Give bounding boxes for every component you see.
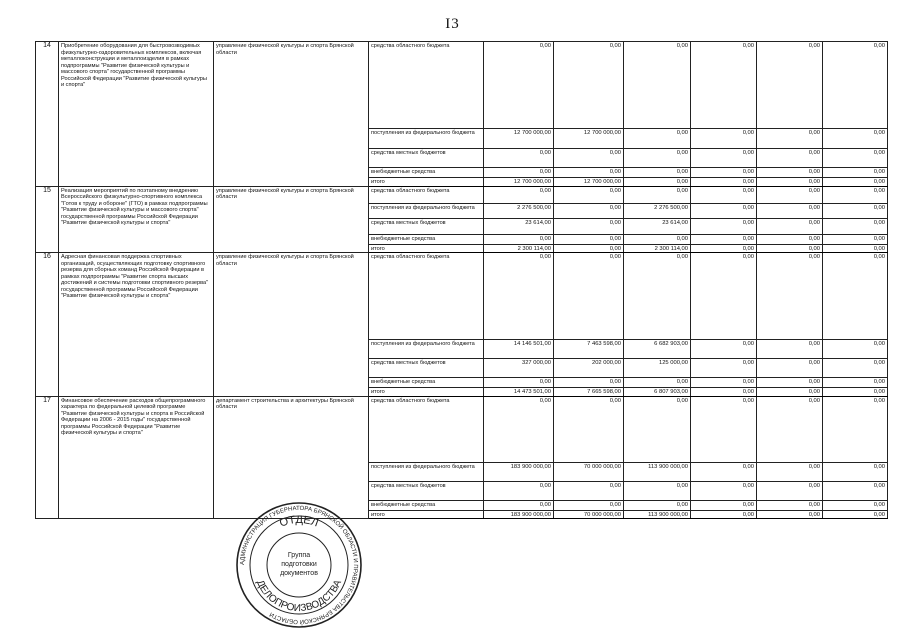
- amount-cell: 0,00: [624, 378, 691, 388]
- amount-cell: 0,00: [484, 186, 554, 203]
- amount-cell: 0,00: [484, 500, 554, 510]
- amount-cell: 113 900 000,00: [624, 510, 691, 519]
- stamp-graphic: [234, 500, 364, 630]
- page-number: I3: [445, 16, 460, 32]
- amount-cell: 0,00: [624, 500, 691, 510]
- amount-cell: 0,00: [823, 234, 888, 244]
- amount-cell: 0,00: [484, 234, 554, 244]
- amount-cell: 0,00: [823, 462, 888, 481]
- amount-cell: 70 000 000,00: [554, 462, 624, 481]
- amount-cell: 0,00: [624, 42, 691, 129]
- amount-cell: 2 276 500,00: [624, 203, 691, 218]
- amount-cell: 0,00: [484, 42, 554, 129]
- amount-cell: 0,00: [757, 129, 823, 149]
- stamp-ring-text: АДМИНИСТРАЦИЯ ГУБЕРНАТОРА БРЯНСКОЙ ОБЛАСТИ И ПРАВИТЕЛЬСТВА БРЯНСКОЙ ОБЛАСТИ: [239, 505, 359, 625]
- amount-cell: 0,00: [691, 149, 757, 168]
- item-number: 15: [36, 186, 59, 253]
- amount-cell: 0,00: [624, 129, 691, 149]
- amount-cell: 14 146 501,00: [484, 340, 554, 359]
- amount-cell: 0,00: [757, 396, 823, 462]
- funding-source: поступления из федерального бюджета: [369, 203, 484, 218]
- funding-source: внебюджетные средства: [369, 378, 484, 388]
- funding-source: внебюджетные средства: [369, 234, 484, 244]
- amount-cell: 0,00: [823, 186, 888, 203]
- amount-cell: 0,00: [757, 359, 823, 378]
- amount-cell: 0,00: [691, 178, 757, 187]
- amount-cell: 0,00: [757, 218, 823, 234]
- funding-source: средства областного бюджета: [369, 42, 484, 129]
- funding-source: средства областного бюджета: [369, 396, 484, 462]
- amount-cell: 0,00: [757, 234, 823, 244]
- item-number: 14: [36, 42, 59, 187]
- amount-cell: 0,00: [624, 178, 691, 187]
- funding-source: поступления из федерального бюджета: [369, 340, 484, 359]
- funding-source: средства областного бюджета: [369, 253, 484, 340]
- funding-source: средства местных бюджетов: [369, 359, 484, 378]
- svg-text:ОТДЕЛ: [278, 514, 320, 530]
- amount-cell: 0,00: [823, 129, 888, 149]
- amount-cell: 0,00: [624, 234, 691, 244]
- amount-cell: 0,00: [554, 203, 624, 218]
- amount-cell: 0,00: [484, 481, 554, 500]
- amount-cell: 0,00: [757, 388, 823, 397]
- amount-cell: 327 000,00: [484, 359, 554, 378]
- stamp-inner-line1: Группа: [287, 552, 311, 559]
- funding-source: поступления из федерального бюджета: [369, 462, 484, 481]
- amount-cell: 70 000 000,00: [554, 510, 624, 519]
- amount-cell: 0,00: [691, 500, 757, 510]
- amount-cell: 0,00: [823, 244, 888, 253]
- amount-cell: 0,00: [554, 396, 624, 462]
- amount-cell: 0,00: [691, 481, 757, 500]
- amount-cell: 0,00: [484, 168, 554, 178]
- amount-cell: 0,00: [757, 42, 823, 129]
- amount-cell: 0,00: [757, 378, 823, 388]
- amount-cell: 0,00: [691, 340, 757, 359]
- amount-cell: 12 700 000,00: [554, 129, 624, 149]
- amount-cell: 23 614,00: [624, 218, 691, 234]
- amount-cell: 12 700 000,00: [484, 129, 554, 149]
- amount-cell: 0,00: [691, 462, 757, 481]
- amount-cell: 12 700 000,00: [554, 178, 624, 187]
- amount-cell: 0,00: [691, 234, 757, 244]
- amount-cell: 0,00: [554, 378, 624, 388]
- amount-cell: 0,00: [691, 168, 757, 178]
- amount-cell: 0,00: [624, 168, 691, 178]
- amount-cell: 0,00: [691, 244, 757, 253]
- amount-cell: 0,00: [624, 253, 691, 340]
- amount-cell: 0,00: [823, 510, 888, 519]
- item-executor: департамент строительства и архитектуры Брянской области: [214, 396, 369, 519]
- amount-cell: 0,00: [757, 340, 823, 359]
- office-stamp: [234, 500, 364, 630]
- amount-cell: 183 900 000,00: [484, 510, 554, 519]
- stamp-inner-line2: подготовки: [281, 561, 317, 568]
- amount-cell: 0,00: [554, 253, 624, 340]
- amount-cell: 0,00: [823, 178, 888, 187]
- amount-cell: 183 900 000,00: [484, 462, 554, 481]
- amount-cell: 0,00: [554, 149, 624, 168]
- amount-cell: 0,00: [691, 388, 757, 397]
- amount-cell: 0,00: [823, 42, 888, 129]
- funding-source: внебюджетные средства: [369, 168, 484, 178]
- amount-cell: 14 473 501,00: [484, 388, 554, 397]
- amount-cell: 0,00: [823, 218, 888, 234]
- item-description: Финансовое обеспечение расходов общепрограммного характера по федеральной целевой программе "Развитие физической культуры и спорта в Российской Федерации на 2006 - 2015 годы" государственной программы Российской Федерации "Развитие физической культуры и спорта": [59, 396, 214, 519]
- amount-cell: 0,00: [624, 481, 691, 500]
- amount-cell: 0,00: [691, 510, 757, 519]
- stamp-inner-line3: документов: [280, 570, 318, 577]
- funding-source: средства местных бюджетов: [369, 218, 484, 234]
- table-row: [36, 42, 888, 129]
- amount-cell: 6 807 903,00: [624, 388, 691, 397]
- item-number: 17: [36, 396, 59, 519]
- table-row: [36, 186, 888, 203]
- amount-cell: 0,00: [823, 203, 888, 218]
- amount-cell: 7 463 598,00: [554, 340, 624, 359]
- amount-cell: 0,00: [624, 396, 691, 462]
- amount-cell: 0,00: [757, 186, 823, 203]
- amount-cell: 0,00: [484, 149, 554, 168]
- amount-cell: 0,00: [691, 378, 757, 388]
- amount-cell: 23 614,00: [484, 218, 554, 234]
- amount-cell: 0,00: [757, 500, 823, 510]
- amount-cell: 0,00: [484, 396, 554, 462]
- amount-cell: 113 900 000,00: [624, 462, 691, 481]
- amount-cell: 0,00: [554, 244, 624, 253]
- amount-cell: 0,00: [757, 168, 823, 178]
- funding-source: итого: [369, 244, 484, 253]
- amount-cell: 0,00: [691, 186, 757, 203]
- amount-cell: 7 665 598,00: [554, 388, 624, 397]
- item-description: Адресная финансовая поддержка спортивных организаций, осуществляющих подготовку спортивного резерва для сборных команд Российской Федерации в рамках подпрограммы "Развитие спорта высших достижений и системы подготовки спортивного резерва" государственной программы Российской Федерации "Развитие физической культуры и спорта": [59, 253, 214, 397]
- amount-cell: 0,00: [691, 218, 757, 234]
- budget-table: [35, 41, 888, 519]
- amount-cell: 0,00: [484, 378, 554, 388]
- amount-cell: 0,00: [823, 340, 888, 359]
- amount-cell: 0,00: [757, 253, 823, 340]
- amount-cell: 0,00: [823, 388, 888, 397]
- amount-cell: 6 682 903,00: [624, 340, 691, 359]
- amount-cell: 0,00: [757, 149, 823, 168]
- amount-cell: 2 300 114,00: [484, 244, 554, 253]
- funding-source: средства местных бюджетов: [369, 481, 484, 500]
- amount-cell: 0,00: [757, 203, 823, 218]
- amount-cell: 0,00: [554, 234, 624, 244]
- amount-cell: 0,00: [691, 253, 757, 340]
- table-body: [36, 42, 888, 519]
- amount-cell: 0,00: [554, 168, 624, 178]
- item-executor: управление физической культуры и спорта Брянской области: [214, 186, 369, 253]
- amount-cell: 0,00: [823, 396, 888, 462]
- amount-cell: 0,00: [757, 462, 823, 481]
- amount-cell: 0,00: [554, 218, 624, 234]
- amount-cell: 0,00: [757, 481, 823, 500]
- amount-cell: 0,00: [757, 244, 823, 253]
- amount-cell: 12 700 000,00: [484, 178, 554, 187]
- amount-cell: 0,00: [554, 186, 624, 203]
- table-row: [36, 253, 888, 340]
- item-executor: управление физической культуры и спорта Брянской области: [214, 42, 369, 187]
- amount-cell: 0,00: [554, 42, 624, 129]
- table-row: [36, 396, 888, 462]
- amount-cell: 0,00: [823, 168, 888, 178]
- amount-cell: 0,00: [823, 149, 888, 168]
- amount-cell: 0,00: [484, 253, 554, 340]
- amount-cell: 2 300 114,00: [624, 244, 691, 253]
- funding-source: средства местных бюджетов: [369, 149, 484, 168]
- stamp-middle-text: ДЕЛОПРОИЗВОДСТВА: [253, 578, 345, 615]
- amount-cell: 0,00: [691, 396, 757, 462]
- funding-source: внебюджетные средства: [369, 500, 484, 510]
- amount-cell: 0,00: [691, 42, 757, 129]
- item-description: Приобретение оборудования для быстровозводимых физкультурно-оздоровительных комплексов, включая металлоконструкции и металлоизделия в рамках подпрограммы "Развитие физической культуры и массового спорта" государственной программы Российской Федерации "Развитие физической культуры и спорта": [59, 42, 214, 187]
- amount-cell: 0,00: [823, 253, 888, 340]
- amount-cell: 0,00: [757, 510, 823, 519]
- item-description: Реализация мероприятий по поэтапному внедрению Всероссийского физкультурно-спортивного комплекса "Готов к труду и обороне" (ГТО) в рамках подпрограммы "Развитие физической культуры и массового спорта" государственной программы Российской Федерации "Развитие физической культуры и спорта": [59, 186, 214, 253]
- item-number: 16: [36, 253, 59, 397]
- amount-cell: 0,00: [691, 129, 757, 149]
- amount-cell: 202 000,00: [554, 359, 624, 378]
- amount-cell: 2 276 500,00: [484, 203, 554, 218]
- amount-cell: 0,00: [823, 359, 888, 378]
- funding-source: поступления из федерального бюджета: [369, 129, 484, 149]
- amount-cell: 0,00: [691, 203, 757, 218]
- amount-cell: 125 000,00: [624, 359, 691, 378]
- amount-cell: 0,00: [554, 481, 624, 500]
- stamp-top-text: ОТДЕЛ: [278, 513, 321, 530]
- amount-cell: 0,00: [823, 378, 888, 388]
- funding-source: итого: [369, 510, 484, 519]
- amount-cell: 0,00: [624, 186, 691, 203]
- item-executor: управление физической культуры и спорта Брянской области: [214, 253, 369, 397]
- amount-cell: 0,00: [691, 359, 757, 378]
- amount-cell: 0,00: [757, 178, 823, 187]
- amount-cell: 0,00: [823, 481, 888, 500]
- funding-source: средства областного бюджета: [369, 186, 484, 203]
- funding-source: итого: [369, 388, 484, 397]
- amount-cell: 0,00: [823, 500, 888, 510]
- amount-cell: 0,00: [554, 500, 624, 510]
- amount-cell: 0,00: [624, 149, 691, 168]
- funding-source: итого: [369, 178, 484, 187]
